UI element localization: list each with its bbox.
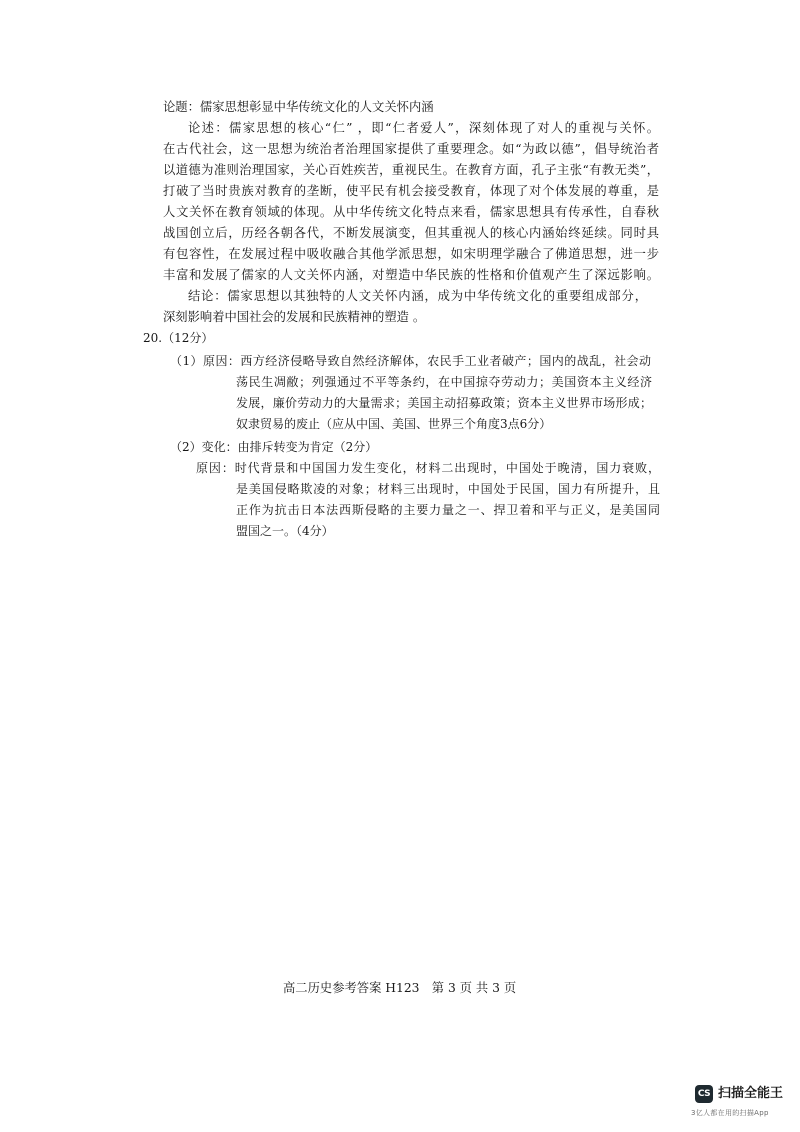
q20-part1-line: 荡民生凋敝；列强通过不平等条约，在中国掠夺劳动力；美国资本主义经济 — [236, 375, 652, 389]
essay-conclusion-line: 深刻影响着中国社会的发展和民族精神的塑造 。 — [163, 310, 426, 324]
question-20-heading: 20.（12分） — [143, 331, 214, 345]
essay-argument-line: 在古代社会，这一思想为统治者治理国家提供了重要理念。如“为政以德”，倡导统治者 — [163, 142, 659, 156]
q20-part2-reason-line: 是美国侵略欺凌的对象；材料三出现时，中国处于民国，国力有所提升，且 — [236, 482, 660, 496]
essay-argument-line: 论述：儒家思想的核心“仁” ，即“仁者爱人”，深刻体现了对人的重视与关怀。 — [188, 121, 659, 135]
essay-argument-line: 打破了当时贵族对教育的垄断，使平民有机会接受教育，体现了对个体发展的尊重，是 — [163, 184, 659, 198]
essay-argument-line: 有包容性，在发展过程中吸收融合其他学派思想，如宋明理学融合了佛道思想，进一步 — [163, 247, 659, 261]
essay-argument-line: 以道德为准则治理国家，关心百姓疾苦，重视民生。在教育方面，孔子主张“有教无类”， — [163, 163, 659, 177]
q20-part1-line: （1）原因：西方经济侵略导致自然经济解体，农民手工业者破产；国内的战乱，社会动 — [170, 354, 651, 368]
q20-part1-line: 奴隶贸易的废止（应从中国、美国、世界三个角度3点6分） — [236, 417, 552, 431]
watermark-brand: 扫描全能王 — [718, 1086, 784, 1101]
essay-argument-line: 人文关怀在教育领域的体现。从中华传统文化特点来看，儒家思想具有传承性，自春秋 — [163, 205, 659, 219]
q20-part2-reason-line: 正作为抗击日本法西斯侵略的主要力量之一、捍卫着和平与正义，是美国同 — [236, 503, 660, 517]
essay-topic: 论题：儒家思想彰显中华传统文化的人文关怀内涵 — [163, 100, 434, 114]
q20-part2-reason-line: 盟国之一。（4分） — [236, 524, 334, 538]
q20-part1-line: 发展，廉价劳动力的大量需求；美国主动招募政策；资本主义世界市场形成； — [236, 396, 652, 410]
camscanner-logo-icon: CS — [695, 1085, 713, 1103]
essay-argument-line: 战国创立后，历经各朝各代，不断发展演变，但其重视人的核心内涵始终延续。同时具 — [163, 226, 659, 240]
q20-part2-change: （2）变化：由排斥转变为肯定（2分） — [170, 440, 378, 454]
page-footer: 高二历史参考答案 H123 第 3 页 共 3 页 — [283, 981, 517, 995]
essay-conclusion-line: 结论：儒家思想以其独特的人文关怀内涵，成为中华传统文化的重要组成部分， — [188, 289, 647, 303]
watermark-tagline: 3亿人都在用的扫描App — [691, 1109, 769, 1117]
q20-part2-reason-line: 原因：时代背景和中国国力发生变化，材料二出现时，中国处于晚清，国力衰败， — [196, 461, 660, 475]
essay-argument-line: 丰富和发展了儒家的人文关怀内涵，对塑造中华民族的性格和价值观产生了深远影响。 — [163, 268, 659, 282]
